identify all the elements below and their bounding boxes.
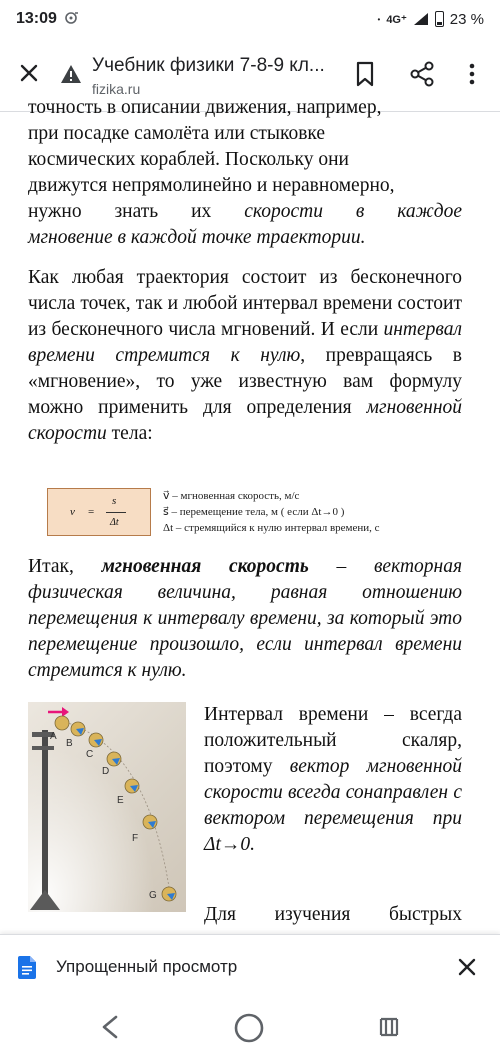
text-span-italic: интервал времени стремится к нулю: [28, 319, 462, 366]
paragraph-line: [28, 199, 462, 225]
status-time: 13:09: [16, 10, 57, 27]
text-span: тела:: [111, 423, 153, 444]
paragraph-line: при посадке самолёта или стыковке: [28, 123, 326, 144]
point-label: D: [102, 766, 110, 777]
article-content[interactable]: [0, 97, 500, 934]
paragraph-cut-top: точность в описании движения, например,: [28, 97, 382, 118]
point-label: B: [66, 738, 73, 749]
text-span-italic: вектор мгновенной скорости всегда сонаправлен с вектором перемещения при Δt→0.: [204, 756, 463, 855]
text-span-italic: – векторная физическая величина, равная отношению перемещения к интервалу времени, за который это перемещение произошло, если интервал времени стремится к нулю.: [28, 556, 463, 681]
pendulum-ball: [55, 716, 69, 730]
battery-level: 23 %: [449, 10, 484, 28]
document-icon: [18, 956, 36, 979]
text-span: Как любая траектория состоит из бесконечного числа точек, так и любой интервал времени состоит из бесконечного числа мгновений. И если: [28, 267, 462, 340]
term-bold: мгновенная скорость: [101, 556, 309, 577]
more-vert-icon[interactable]: [462, 60, 482, 88]
status-bar: [0, 0, 500, 38]
point-label: C: [86, 749, 94, 760]
formula-denominator: Δt: [110, 517, 119, 528]
notification-icon: [65, 12, 79, 27]
paragraph-5-cut: Для изучения быстрых: [204, 904, 462, 925]
legend-line: s⃗ – перемещение тела, м ( если Δt→0 ): [163, 506, 345, 518]
point-label: G: [149, 890, 157, 901]
share-icon[interactable]: [408, 60, 436, 88]
pendulum-figure: [28, 702, 186, 912]
network-type: 4G⁺: [386, 13, 407, 26]
paragraph-4: [204, 702, 462, 858]
recents-icon[interactable]: [377, 1015, 401, 1039]
point-label: A: [50, 731, 57, 742]
paragraph-2: [28, 265, 462, 447]
formula-legend: [163, 488, 380, 536]
formula-box: [47, 488, 151, 536]
point-label: E: [117, 795, 124, 806]
paragraph-line: космических кораблей. Поскольку они: [28, 149, 349, 170]
page-url: fizika.ru: [92, 81, 141, 97]
formula-eq: =: [88, 506, 95, 518]
legend-line: Δt – стремящийся к нулю интервал времени, с: [163, 522, 380, 534]
text-span-italic: мгновенной скорости: [28, 397, 462, 444]
pendulum-drawing: [28, 702, 186, 912]
text-span-italic: скорости в каждое: [244, 201, 463, 222]
stand-clamp: [32, 746, 54, 750]
text-span: Итак,: [28, 556, 74, 577]
stand-pole: [42, 730, 48, 896]
battery-icon: [435, 11, 444, 27]
text-span-italic: мгновение в каждой точке траектории.: [28, 227, 366, 248]
page-title: Учебник физики 7-8-9 кл...: [92, 55, 325, 76]
system-nav-bar: [0, 1000, 500, 1055]
status-dot: •: [377, 14, 381, 24]
close-icon[interactable]: [14, 58, 44, 88]
warning-icon[interactable]: [60, 64, 82, 84]
formula-lhs: v⃗: [70, 506, 84, 518]
paragraph-3: [28, 554, 462, 684]
back-icon[interactable]: [98, 1014, 122, 1040]
legend-line: v⃗ – мгновенная скорость, м/с: [163, 490, 300, 502]
text-span: Интервал времени – всегда положительный скаляр, поэтому: [204, 704, 462, 777]
home-icon[interactable]: [233, 1012, 265, 1044]
close-icon[interactable]: [454, 954, 480, 980]
simplified-view-banner[interactable]: [0, 934, 500, 1000]
paragraph-line: [28, 225, 462, 251]
formula-numerator: s⃗: [112, 495, 125, 507]
signal-icon: [413, 12, 429, 26]
fraction-line: [106, 512, 126, 513]
status-indicators: [378, 11, 485, 28]
text-span: нужно знать их: [28, 201, 212, 222]
simplified-view-label[interactable]: Упрощенный просмотр: [56, 957, 238, 976]
text-span: , превращаясь в «мгновение», то уже известную вам формулу можно применить для определения: [28, 345, 462, 418]
bookmark-icon[interactable]: [352, 60, 378, 88]
paragraph-line: движутся непрямолинейно и неравномерно,: [28, 175, 395, 196]
point-label: F: [132, 833, 139, 844]
